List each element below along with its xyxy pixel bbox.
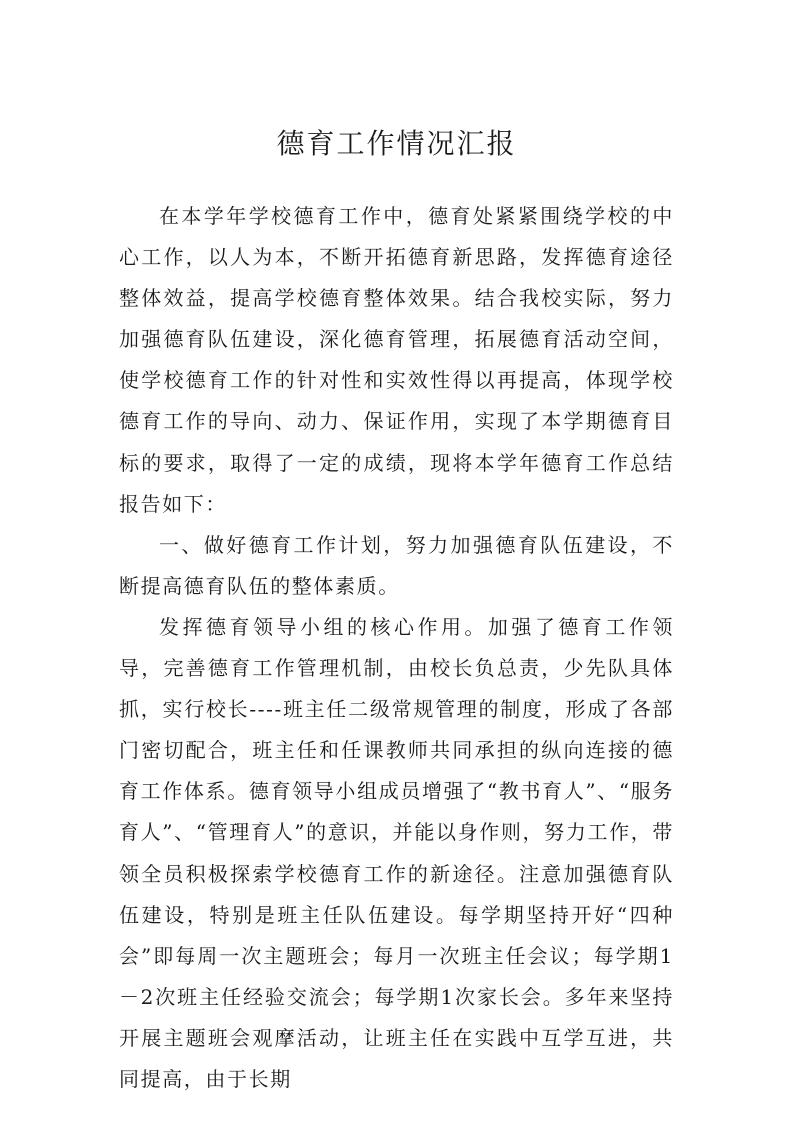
paragraph-section-one-heading: 一、做好德育工作计划，努力加强德育队伍建设，不断提高德育队伍的整体素质。 [119, 532, 674, 598]
paragraph-leadership: 发挥德育领导小组的核心作用。加强了德育工作领导，完善德育工作管理机制，由校长负总责，少先队具体抓，实行校长----班主任二级常规管理的制度，形成了各部门密切配合，班主任和任课教师共同承担的纵向连接的德育工作体系。德育领导小组成员增强了“教书育人”、“服务育人”、“管理育人”的意识，并能以身作则，努力工作，带领全员积极探索学校德育工作的新途径。注意加强德育队伍建设，特别是班主任队伍建设。每学期坚持开好“四种会”即每周一次主题班会；每月一次班主任会议；每学期1－2次班主任经验交流会；每学期1次家长会。多年来坚持开展主题班会观摩活动，让班主任在实践中互学互进，共同提高，由于长期 [119, 614, 674, 1091]
paragraph-intro: 在本学年学校德育工作中，德育处紧紧围绕学校的中心工作，以人为本，不断开拓德育新思路，发挥德育途径整体效益，提高学校德育整体效果。结合我校实际，努力加强德育队伍建设，深化德育管理，拓展德育活动空间，使学校德育工作的针对性和实效性得以再提高，体现学校德育工作的导向、动力、保证作用，实现了本学期德育目标的要求，取得了一定的成绩，现将本学年德育工作总结报告如下： [119, 204, 674, 516]
document-title: 德育工作情况汇报 [276, 127, 517, 160]
document-body [119, 196, 674, 1100]
